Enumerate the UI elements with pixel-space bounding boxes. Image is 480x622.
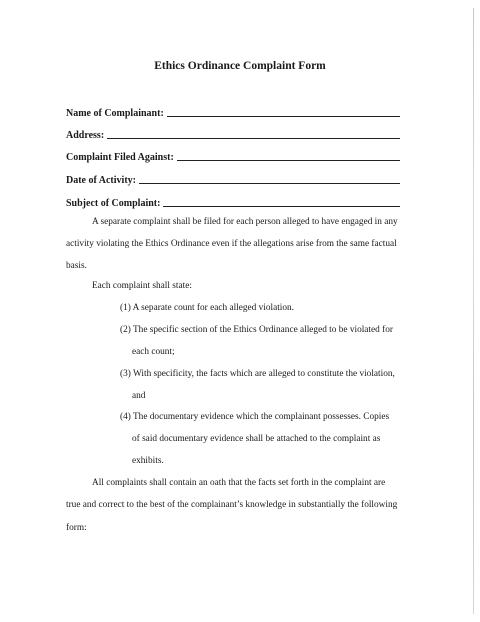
field-input-line[interactable] <box>167 116 400 117</box>
list-intro: Each complaint shall state: <box>92 281 192 291</box>
address-field[interactable] <box>66 127 400 141</box>
item-2-line1: (2) The specific section of the Ethics Ordinance alleged to be violated for <box>120 325 393 335</box>
field-input-line[interactable] <box>107 138 400 139</box>
para2-line3: form: <box>66 523 87 533</box>
item-3-line1: (3) With specificity, the facts which are alleged to constitute the violation, <box>120 369 395 379</box>
item-4-line3: exhibits. <box>132 456 164 466</box>
item-1: (1) A separate count for each alleged violation. <box>120 303 294 313</box>
field-label: Name of Complainant: <box>66 108 164 119</box>
form-title: Ethics Ordinance Complaint Form <box>154 60 326 72</box>
field-input-line[interactable] <box>177 160 400 161</box>
complaint-filed-against-field[interactable] <box>66 149 400 163</box>
subject-of-complaint-field[interactable] <box>66 195 400 209</box>
field-label: Address: <box>66 130 105 141</box>
field-input-line[interactable] <box>139 183 400 184</box>
field-label: Complaint Filed Against: <box>66 152 174 163</box>
date-of-activity-field[interactable] <box>66 172 400 186</box>
field-label: Subject of Complaint: <box>66 198 161 209</box>
field-input-line[interactable] <box>163 206 400 207</box>
para1-line2: activity violating the Ethics Ordinance even if the allegations arise from the same factual <box>66 239 397 249</box>
field-label: Date of Activity: <box>66 175 136 186</box>
item-2-line2: each count; <box>132 347 175 357</box>
para1-line3: basis. <box>66 261 87 271</box>
para2-line2: true and correct to the best of the complainant’s knowledge in substantially the following <box>66 500 398 510</box>
item-3-line2: and <box>132 391 146 401</box>
para1-line1: A separate complaint shall be filed for each person alleged to have engaged in any <box>92 217 398 227</box>
name-of-complainant-field[interactable] <box>66 105 400 119</box>
scan-edge-line <box>473 8 474 614</box>
item-4-line1: (4) The documentary evidence which the complainant possesses. Copies <box>120 412 390 422</box>
para2-line1: All complaints shall contain an oath that the facts set forth in the complaint are <box>92 478 386 488</box>
item-4-line2: of said documentary evidence shall be attached to the complaint as <box>132 434 381 444</box>
